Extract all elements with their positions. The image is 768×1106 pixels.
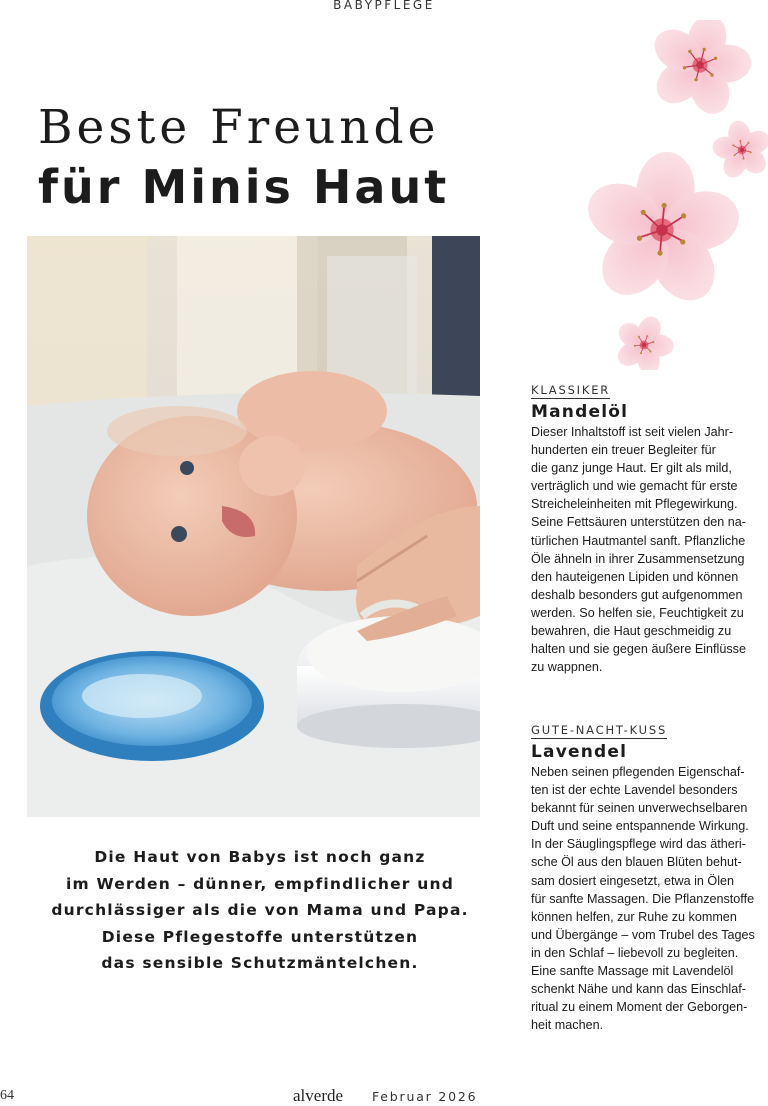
article-body [531, 763, 763, 1034]
article-kicker: GUTE-NACHT-KUSS [531, 723, 668, 737]
article-body [531, 423, 763, 676]
text-line: heit machen. [531, 1018, 604, 1033]
page-title-line-2: für Minis Haut [38, 160, 450, 214]
text-line: ten ist der echte Lavendel besonders [531, 783, 738, 798]
text-line: für sanfte Massagen. Die Pflanzenstoffe [531, 891, 755, 906]
caption-line: im Werden – dünner, empfindlicher und [65, 874, 455, 893]
text-line: und Übergänge – vom Trubel des Tages [531, 927, 755, 942]
text-line: halten und sie gegen äußere Einflüsse [531, 642, 746, 657]
text-line: Neben seinen pflegenden Eigenschaf- [531, 765, 745, 779]
page-number: 64 [0, 1088, 14, 1103]
text-line: Streicheleinheiten mit Pflegewirkung. [531, 497, 738, 512]
caption-line: das sensible Schutzmäntelchen. [101, 954, 419, 972]
text-line: Öle ähneln in ihrer Zusammensetzung [531, 551, 745, 566]
article-heading: Mandelöl [531, 402, 629, 422]
intro-caption [40, 844, 480, 977]
caption-line: Die Haut von Babys ist noch ganz [94, 848, 426, 866]
text-line: ritual zu einem Moment der Geborgen- [531, 1000, 748, 1015]
article-heading: Lavendel [531, 742, 628, 762]
text-line: Dieser Inhaltstoff ist seit vielen Jahr- [531, 425, 734, 439]
brand-name: alverde [293, 1086, 344, 1105]
article-mandeloel [531, 381, 763, 676]
text-line: Duft und seine entspannende Wirkung. [531, 819, 749, 834]
caption-line: Diese Pflegestoffe unterstützen [101, 927, 419, 946]
text-line: die ganz junge Haut. Er gilt als mild, [531, 461, 732, 476]
text-line: bekannt für seinen unverwechselbaren [531, 801, 748, 816]
section-label: BABYPFLEGE [333, 0, 435, 12]
text-line: sam dosiert eingesetzt, etwa in Ölen [531, 873, 735, 888]
cherry-blossom-icon [560, 20, 768, 370]
text-line: hunderten ein treuer Begleiter für [531, 443, 716, 458]
text-line: In der Säuglingspflege wird das ätheri- [531, 837, 746, 852]
text-line: sche Öl aus den blauen Blüten behut- [531, 855, 742, 870]
text-line: werden. So helfen sie, Feuchtigkeit zu [531, 605, 744, 620]
text-line: bewahren, die Haut geschmeidig zu [531, 624, 732, 639]
baby-cream-photo [27, 236, 480, 817]
issue-date: Februar 2026 [372, 1089, 478, 1104]
text-line: verträglich und wie gemacht für erste [531, 479, 738, 494]
page-title-line-1: Beste Freunde [38, 100, 440, 155]
article-kicker: KLASSIKER [531, 383, 611, 397]
text-line: türlichen Hautmantel sanft. Pflanzliche [531, 533, 746, 548]
article-lavendel [531, 721, 763, 1034]
text-line: in den Schlaf – liebevoll zu begleiten. [531, 945, 739, 960]
text-line: schenkt Nähe und kann das Einschlaf- [531, 982, 746, 997]
text-line: Eine sanfte Massage mit Lavendelöl [531, 964, 734, 979]
text-line: Seine Fettsäuren unterstützen den na- [531, 515, 746, 530]
text-line: deshalb besonders gut aufgenommen [531, 587, 743, 602]
caption-line: durchlässiger als die von Mama und Papa. [51, 901, 469, 919]
text-line: den hauteigenen Lipiden und können [531, 569, 739, 584]
text-line: können helfen, zur Ruhe zu kommen [531, 909, 737, 924]
text-line: zu wappnen. [531, 660, 603, 675]
